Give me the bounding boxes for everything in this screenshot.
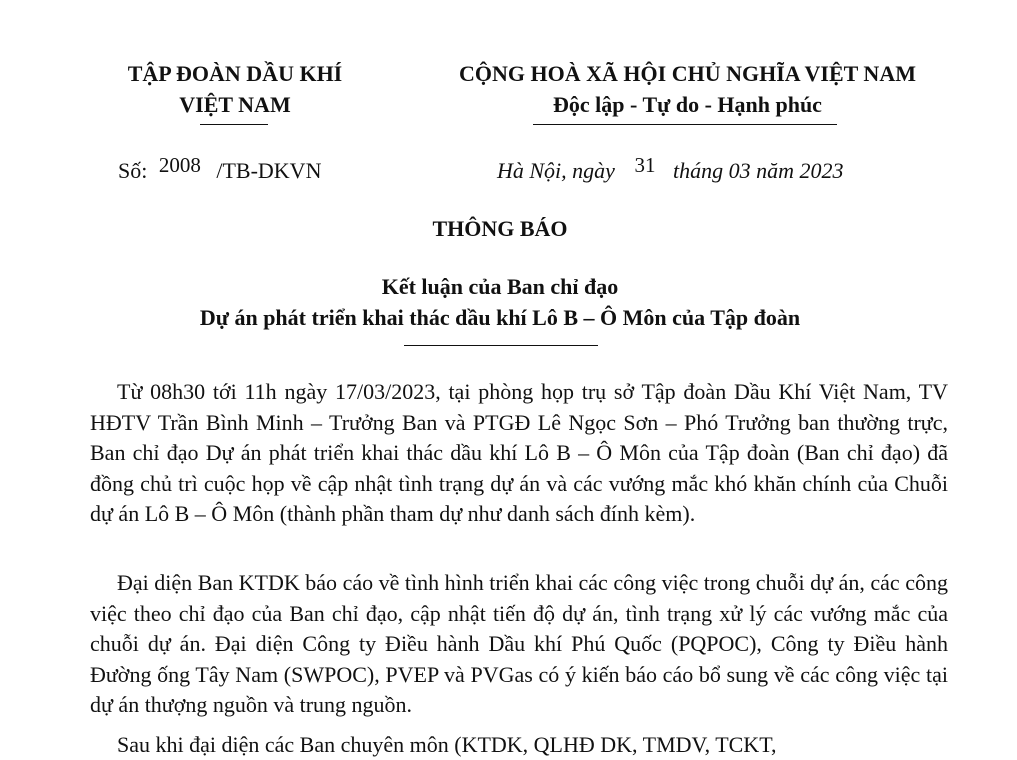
date-prefix: Hà Nội, ngày [497,158,615,183]
document-number [118,153,322,184]
organization-header [90,58,380,120]
national-motto-header [405,58,970,120]
subtitle-line2: Dự án phát triển khai thác dầu khí Lô B – Ô Môn của Tập đoàn [199,305,801,330]
motto: Độc lập - Tự do - Hạnh phúc [553,92,822,117]
subtitle-line1: Kết luận của Ban chỉ đạo [381,274,619,299]
date-day: 31 [634,153,656,177]
document-date [497,153,844,184]
date-suffix: tháng 03 năm 2023 [672,158,844,183]
motto-underline [533,124,837,125]
nation-name: CỘNG HOÀ XÃ HỘI CHỦ NGHĨA VIỆT NAM [459,61,916,86]
number-prefix: Số: [118,158,148,183]
organization-name-line1: TẬP ĐOÀN DẦU KHÍ [127,61,343,86]
body-paragraph-3-partial: Sau khi đại diện các Ban chuyên môn (KTDK, QLHĐ DK, TMDV, TCKT, [117,732,777,757]
number-suffix: /TB-DKVN [216,158,322,183]
body-paragraph-2: Đại diện Ban KTDK báo cáo về tình hình triển khai các công việc trong chuỗi dự án, các công việc theo chỉ đạo của Ban chỉ đạo, cập nhật tiến độ dự án, tình trạng xử lý các vướng mắc của chuỗi dự án. Đại diện Công ty Điều hành Dầu khí Phú Quốc (PQPOC), Công ty Điều hành Đường ống Tây Nam (SWPOC), PVEP và PVGas có ý kiến báo cáo bổ sung về các công việc tại dự án thượng nguồn và trung nguồn. [90,570,948,718]
organization-name-line2: VIỆT NAM [179,92,291,117]
document-subtitle [0,271,1000,333]
body-paragraph-1: Từ 08h30 tới 11h ngày 17/03/2023, tại phòng họp trụ sở Tập đoàn Dầu Khí Việt Nam, TV HĐTV Trần Bình Minh – Trưởng Ban và PTGĐ Lê Ngọc Sơn – Phó Trưởng ban thường trực, Ban chỉ đạo Dự án phát triển khai thác dầu khí Lô B – Ô Môn của Tập đoàn (Ban chỉ đạo) đã đồng chủ trì cuộc họp về cập nhật tình trạng dự án và các vướng mắc khó khăn chính của Chuỗi dự án Lô B – Ô Môn (thành phần tham dự như danh sách đính kèm). [90,379,948,527]
number-value: 2008 [158,153,201,177]
subtitle-underline [404,345,598,346]
document-title: THÔNG BÁO [432,216,568,241]
organization-underline [200,124,268,125]
